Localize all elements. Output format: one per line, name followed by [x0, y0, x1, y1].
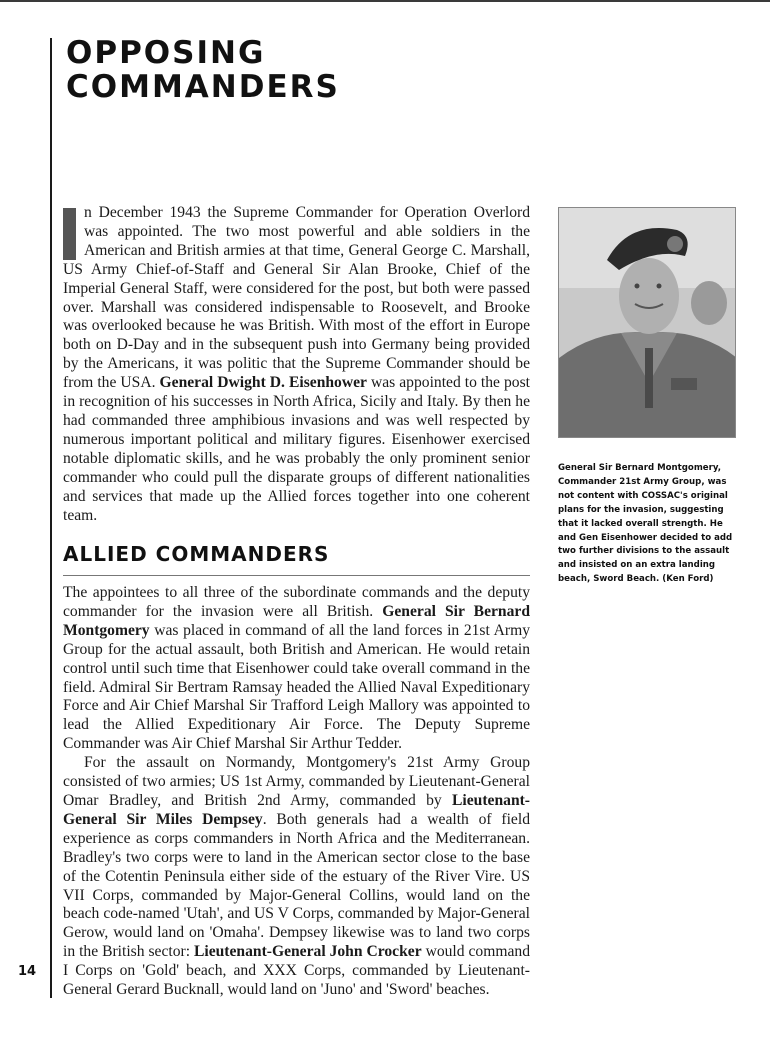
para2-text-b: . Both generals had a wealth of field experience as corps commanders in North Africa and the Mediterranean. Bradley's two corps were to land in the American sector close to the base of the Cotentin Peninsula either side of the estuary of the River Vire. US VII Corps, commanded by Major-General Collins, would land on the beach code-named 'Utah', and US V Corps, commanded by Major-General Gerow, would land on 'Omaha'. Dempsey likewise was to land two corps in the British sector: — [63, 810, 530, 961]
intro-text-2: was appointed to the post in recognition of his successes in North Africa, Sicily and Italy. By then he had commanded three amphibious invasions and was well respected by numerous important political and military figures. Eisenhower exercised notable diplomatic skills, and he was probably the only prominent senior commander who could pull the disparate groups of different nationalities and services that made up the Allied forces together into one coherent team. — [63, 374, 530, 524]
title-line-1: OPPOSING — [66, 35, 266, 71]
para2-bold-dempsey: Lieutenant-General Sir Miles Dempsey — [63, 791, 530, 828]
montgomery-photo — [558, 207, 736, 438]
allied-commanders-body — [63, 584, 530, 1000]
intro-text-1: n December 1943 the Supreme Commander for Operation Overlord was appointed. The two most powerful and able soldiers in the American and British armies at that time, General George C. Marshall, US Army Chief-of-Staff and General Sir Alan Brooke, Chief of the Imperial General Staff, were considered for the post, but both were passed over. Marshall was considered indispensable to Roosevelt, and Brooke was overlooked because he was British. With most of the effort in Europe both on D-Day and in the subsequent push into Germany being provided by the Americans, it was politic that the Supreme Commander should be from the USA. — [63, 204, 530, 392]
section-paragraph-2 — [63, 754, 530, 1000]
section-divider — [63, 575, 530, 576]
title-line-2: COMMANDERS — [66, 69, 340, 105]
margin-rule — [50, 38, 52, 998]
para2-bold-crocker: Lieutenant-General John Crocker — [193, 943, 422, 961]
para1-bold-montgomery: General Sir Bernard Montgomery — [63, 602, 530, 639]
page-title — [66, 36, 526, 104]
intro-paragraph — [63, 204, 530, 525]
page-number: 14 — [18, 964, 37, 979]
intro-bold-eisenhower: General Dwight D. Eisenhower — [159, 374, 367, 392]
drop-cap-i — [63, 208, 76, 260]
para2-text-c: would command I Corps on 'Gold' beach, and XXX Corps, commanded by Lieutenant-General Gerard Bucknall, would land on 'Juno' and 'Sword' beaches. — [63, 943, 530, 999]
photo-caption: General Sir Bernard Montgomery, Commander 21st Army Group, was not content with COSSAC's original plans for the invasion, suggesting that it lacked overall strength. He and Gen Eisenhower decided to add two further divisions to the assault and insisted on an extra landing beach, Sword Beach. (Ken Ford) — [558, 463, 733, 585]
portrait-illustration — [559, 208, 736, 438]
para2-text-a: For the assault on Normandy, Montgomery's 21st Army Group consisted of two armies; US 1st Army, commanded by Lieutenant-General Omar Bradley, and British 2nd Army, commanded by — [63, 754, 530, 809]
intro-section — [63, 204, 530, 525]
para1-text-a: The appointees to all three of the subordinate commands and the deputy commander for the invasion were all British. — [63, 584, 530, 620]
section-heading: ALLIED COMMANDERS — [63, 542, 330, 566]
section-paragraph-1 — [63, 584, 530, 754]
para1-text-b: was placed in command of all the land forces in 21st Army Group for the actual assault, both British and American. He would retain control until such time that Eisenhower could take overall command in the field. Admiral Sir Bertram Ramsay headed the Allied Naval Expeditionary Force and Air Chief Marshal Sir Trafford Leigh Mallory was appointed to lead the Allied Expeditionary Air Force. The Deputy Supreme Commander was Air Chief Marshal Sir Arthur Tedder. — [63, 621, 530, 753]
top-border-line — [0, 0, 770, 2]
